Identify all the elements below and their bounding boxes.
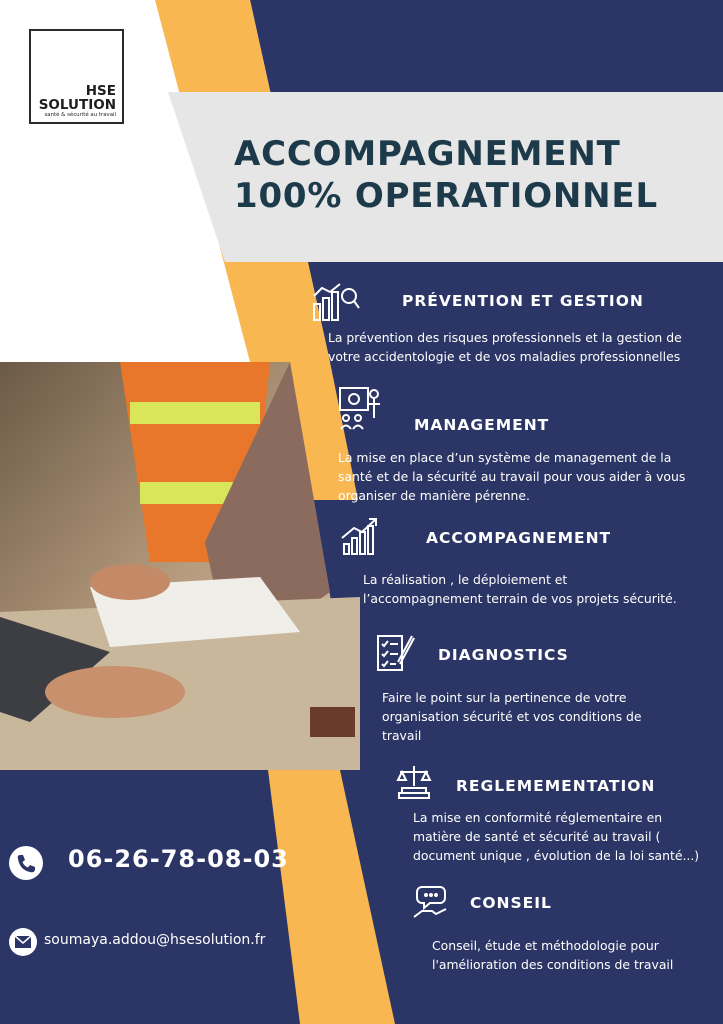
- law-scale-icon: [396, 764, 432, 800]
- text-line: matière de santé et sécurité au travail (: [413, 829, 661, 844]
- text-line: organisation sécurité et vos conditions de: [382, 709, 642, 724]
- section-heading: DIAGNOSTICS: [438, 646, 569, 664]
- workers-photo: [0, 362, 360, 770]
- text-line: document unique , évolution de la loi santé...): [413, 848, 700, 863]
- email-icon[interactable]: [9, 928, 37, 956]
- text-line: Faire le point sur la pertinence de votre: [382, 690, 627, 705]
- section-text: [338, 448, 718, 505]
- analytics-icon: [312, 282, 360, 324]
- section-text: [413, 808, 713, 865]
- section-heading: CONSEIL: [470, 894, 552, 912]
- phone-number[interactable]: 06-26-78-08-03: [68, 845, 289, 873]
- email-address[interactable]: soumaya.addou@hsesolution.fr: [44, 932, 266, 948]
- advice-hand-icon: [412, 883, 452, 921]
- text-line: l'amélioration des conditions de travail: [432, 957, 674, 972]
- text-line: La réalisation , le déploiement et: [363, 572, 568, 587]
- text-line: l’accompagnement terrain de vos projets sécurité.: [363, 591, 677, 606]
- section-text: [363, 570, 713, 608]
- text-line: votre accidentologie et de vos maladies professionnelles: [328, 349, 681, 364]
- section-text: [432, 936, 712, 974]
- section-heading: ACCOMPAGNEMENT: [426, 529, 612, 547]
- section-heading: REGLEMEMENTATION: [456, 777, 656, 795]
- text-line: Conseil, étude et méthodologie pour: [432, 938, 659, 953]
- logo-line2: SOLUTION: [38, 97, 116, 113]
- section-text: [382, 688, 712, 745]
- section-heading: PRÉVENTION ET GESTION: [402, 292, 644, 310]
- page-title: [234, 133, 704, 217]
- text-line: organiser de manière pérenne.: [338, 488, 530, 503]
- text-line: La mise en conformité réglementaire en: [413, 810, 663, 825]
- title-line1: ACCOMPAGNEMENT: [234, 134, 621, 174]
- logo-tagline: santé & sécurité au travail: [44, 112, 116, 118]
- presentation-icon: [338, 386, 384, 432]
- text-line: La prévention des risques professionnels et la gestion de: [328, 330, 682, 345]
- phone-icon[interactable]: [9, 846, 43, 880]
- text-line: La mise en place d’un système de management de la: [338, 450, 672, 465]
- logo-line1: HSE: [85, 83, 116, 99]
- company-logo: [29, 29, 124, 124]
- checklist-icon: [376, 632, 416, 674]
- growth-chart-icon: [340, 516, 380, 556]
- text-line: travail: [382, 728, 422, 743]
- section-text: [328, 328, 718, 366]
- title-line2: 100% OPERATIONNEL: [234, 176, 658, 216]
- text-line: santé et de la sécurité au travail pour vous aider à vous: [338, 469, 686, 484]
- section-heading: MANAGEMENT: [414, 416, 550, 434]
